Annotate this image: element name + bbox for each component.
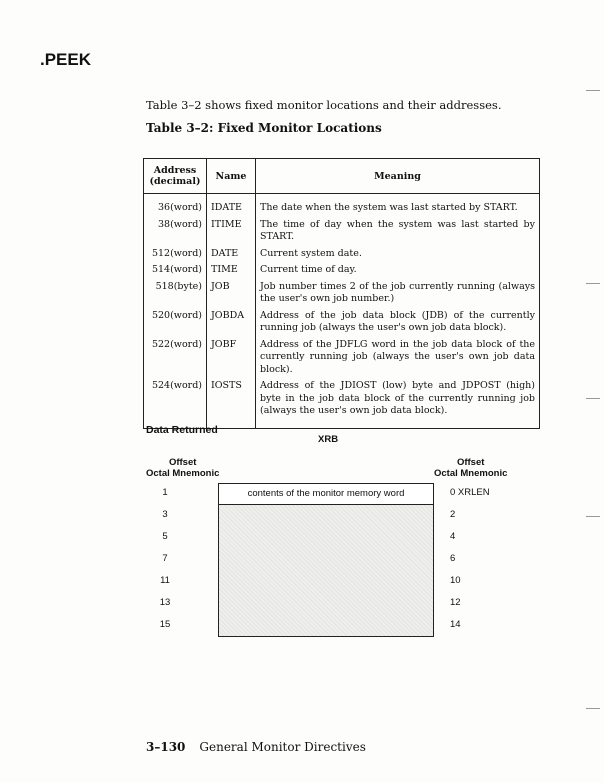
page-number: 3–130 xyxy=(146,740,186,754)
right-header-mnemonic: Octal Mnemonic xyxy=(434,468,508,479)
row-address: 512(word) xyxy=(151,247,202,259)
right-offset: 10 xyxy=(450,575,461,586)
table-row xyxy=(144,246,540,263)
row-meaning: Current system date. xyxy=(256,246,540,263)
row-name: DATE xyxy=(207,246,256,263)
scan-mark xyxy=(586,516,600,517)
row-meaning: Address of the JDIOST (low) byte and JDPOST (high) byte in the job data block of the currently running job (always the user's own job data block). xyxy=(256,378,540,428)
table-row xyxy=(144,194,540,217)
table-title: Table 3–2: Fixed Monitor Locations xyxy=(146,121,382,135)
row-meaning: The date when the system was last started by START. xyxy=(256,194,540,217)
footer-title: General Monitor Directives xyxy=(199,740,366,754)
xrb-first-word: contents of the monitor memory word xyxy=(219,484,433,505)
scan-mark xyxy=(586,283,600,284)
row-name: TIME xyxy=(207,262,256,279)
xrb-diagram xyxy=(218,483,434,637)
row-name: IDATE xyxy=(207,194,256,217)
row-meaning: Current time of day. xyxy=(256,262,540,279)
right-header-offset: Offset xyxy=(456,457,485,468)
left-offset: 11 xyxy=(160,575,170,586)
row-name: IOSTS xyxy=(207,378,256,428)
row-address: 522(word) xyxy=(151,338,202,350)
left-offset-header xyxy=(146,457,219,479)
right-offset: 6 xyxy=(450,553,456,564)
row-name: JOBDA xyxy=(207,308,256,337)
row-meaning: The time of day when the system was last started by START. xyxy=(256,217,540,246)
header-name: Name xyxy=(207,159,256,194)
row-name: JOBF xyxy=(207,337,256,379)
intro-text: Table 3–2 shows fixed monitor locations and their addresses. xyxy=(146,98,502,112)
left-header-offset: Offset xyxy=(168,457,197,468)
row-name: ITIME xyxy=(207,217,256,246)
header-meaning: Meaning xyxy=(256,159,540,194)
left-offset: 7 xyxy=(162,553,168,564)
scan-mark xyxy=(586,708,600,709)
left-header-mnemonic: Octal Mnemonic xyxy=(146,468,220,479)
table-row xyxy=(144,337,540,379)
table-row xyxy=(144,262,540,279)
right-offset: 12 xyxy=(450,597,461,608)
scan-mark xyxy=(586,398,600,399)
row-meaning: Job number times 2 of the job currently running (always the user's own job number.) xyxy=(256,279,540,308)
row-address: 524(word) xyxy=(151,380,202,391)
right-offset: 2 xyxy=(450,509,456,520)
fixed-monitor-locations-table xyxy=(143,158,540,429)
section-title: .PEEK xyxy=(40,50,92,69)
table-row xyxy=(144,308,540,337)
table-row xyxy=(144,279,540,308)
row-address: 520(word) xyxy=(151,309,202,321)
row-address: 36(word) xyxy=(158,202,202,213)
data-returned-heading: Data Returned xyxy=(146,424,218,436)
page-footer xyxy=(146,740,366,754)
scan-mark xyxy=(586,90,600,91)
right-offset-header xyxy=(434,457,507,479)
table-row xyxy=(144,217,540,246)
row-address: 514(word) xyxy=(151,264,202,275)
table-row xyxy=(144,378,540,428)
header-address: Address (decimal) xyxy=(144,159,207,194)
left-offset: 15 xyxy=(159,619,171,630)
right-offset: 14 xyxy=(450,619,461,630)
row-meaning: Address of the job data block (JDB) of the currently running job (always the user's own job data block). xyxy=(256,308,540,337)
row-address: 38(word) xyxy=(158,218,202,230)
left-offset: 3 xyxy=(162,509,168,520)
row-name: JOB xyxy=(207,279,256,308)
row-meaning: Address of the JDFLG word in the job data block of the currently running job (always the user's own job data block). xyxy=(256,337,540,379)
left-offset: 13 xyxy=(159,597,171,608)
left-offset: 5 xyxy=(162,531,168,542)
right-offset: 4 xyxy=(450,531,456,542)
row-address: 518(byte) xyxy=(155,280,202,292)
right-offset: 0 XRLEN xyxy=(450,487,490,498)
left-offset: 1 xyxy=(162,487,168,498)
xrb-label: XRB xyxy=(318,434,339,445)
